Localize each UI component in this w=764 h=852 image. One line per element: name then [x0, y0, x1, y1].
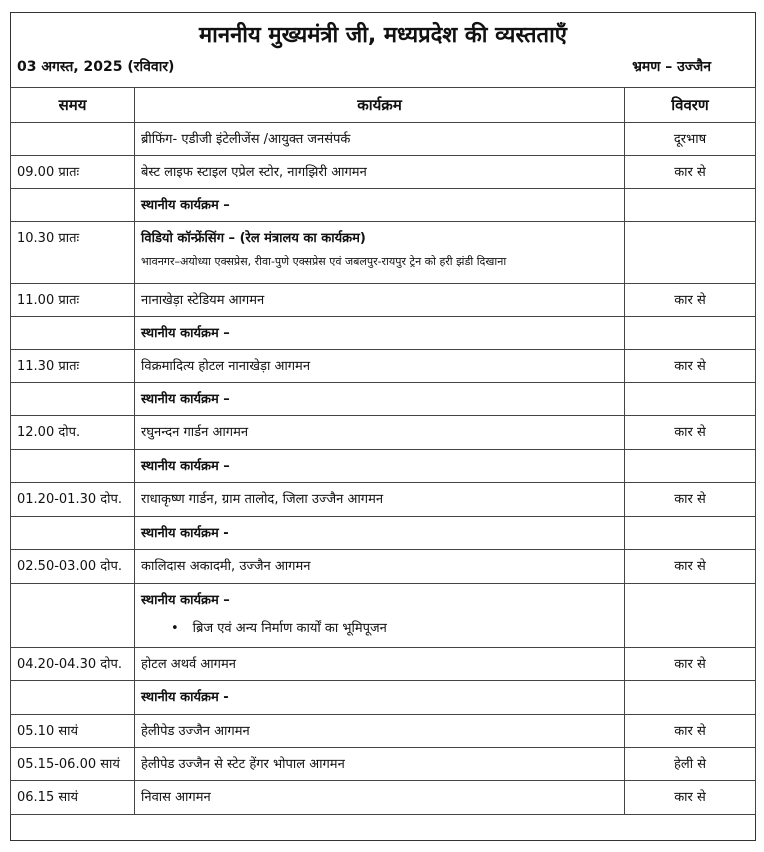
- row-program: कालिदास अकादमी, उज्जैन आगमन: [135, 550, 625, 584]
- row-time: 04.20-04.30 दोप.: [11, 648, 135, 681]
- table-row: [11, 584, 756, 648]
- row-program: स्थानीय कार्यक्रम –: [135, 189, 625, 222]
- row-time: [11, 584, 135, 648]
- header-program: कार्यक्रम: [135, 88, 625, 123]
- header-time: समय: [11, 88, 135, 123]
- row-time: [11, 317, 135, 350]
- table-row: [11, 350, 756, 383]
- table-row: [11, 715, 756, 748]
- row-time: 11.00 प्रातः: [11, 284, 135, 317]
- table-row: [11, 222, 756, 284]
- row-program: निवास आगमन: [135, 781, 625, 815]
- row-details: दूरभाष: [625, 123, 756, 156]
- tour-location: भ्रमण – उज्जैन: [632, 59, 711, 75]
- table-row: [11, 317, 756, 350]
- table-row: [11, 517, 756, 550]
- row-details: [625, 189, 756, 222]
- row-program-cell: [135, 222, 625, 284]
- row-program: राधाकृष्ण गार्डन, ग्राम तालोद, जिला उज्जैन आगमन: [135, 483, 625, 517]
- subheader: [11, 57, 755, 83]
- row-details: [625, 383, 756, 416]
- row-time: [11, 189, 135, 222]
- row-program: स्थानीय कार्यक्रम –: [135, 317, 625, 350]
- row-program: स्थानीय कार्यक्रम –: [135, 383, 625, 416]
- row-program: स्थानीय कार्यक्रम -: [135, 681, 625, 715]
- row-details: कार से: [625, 648, 756, 681]
- row-program: ब्रीफिंग- एडीजी इंटेलीजेंस /आयुक्त जनसंपर्क: [135, 123, 625, 156]
- row-details: कार से: [625, 350, 756, 383]
- row-program-note: भावनगर–अयोध्या एक्सप्रेस, रीवा-पुणे एक्सप्रेस एवं जबलपुर-रायपुर ट्रेन को हरी झंडी दिखाना: [141, 255, 507, 268]
- row-program-cell: [135, 584, 625, 648]
- row-details: कार से: [625, 781, 756, 815]
- row-time: 11.30 प्रातः: [11, 350, 135, 383]
- row-time: 01.20-01.30 दोप.: [11, 483, 135, 517]
- table-row: [11, 383, 756, 416]
- row-time: 10.30 प्रातः: [11, 222, 135, 284]
- schedule-table: [10, 87, 756, 815]
- row-time: 05.10 सायं: [11, 715, 135, 748]
- row-program: हेलीपेड उज्जैन आगमन: [135, 715, 625, 748]
- header-details: विवरण: [625, 88, 756, 123]
- schedule-document: [10, 12, 756, 841]
- table-row: [11, 483, 756, 517]
- row-time: [11, 383, 135, 416]
- table-row: [11, 648, 756, 681]
- row-program: विडियो कॉन्फ्रेंसिंग – (रेल मंत्रालय का कार्यक्रम): [141, 231, 366, 246]
- row-details: कार से: [625, 284, 756, 317]
- row-time: 06.15 सायं: [11, 781, 135, 815]
- row-program: स्थानीय कार्यक्रम –: [135, 450, 625, 483]
- row-details: [625, 222, 756, 284]
- table-row: [11, 450, 756, 483]
- row-time: 12.00 दोप.: [11, 416, 135, 450]
- schedule-date: 03 अगस्त, 2025 (रविवार): [17, 59, 175, 75]
- row-details: कार से: [625, 483, 756, 517]
- row-program: रघुनन्दन गार्डन आगमन: [135, 416, 625, 450]
- row-program: हेलीपेड उज्जैन से स्टेट हेंगर भोपाल आगमन: [135, 748, 625, 781]
- row-details: कार से: [625, 550, 756, 584]
- row-time: [11, 450, 135, 483]
- row-program-bullet: • ब्रिज एवं अन्य निर्माण कार्यों का भूमिपूजन: [141, 618, 618, 636]
- table-row: [11, 748, 756, 781]
- row-program: होटल अथर्व आगमन: [135, 648, 625, 681]
- table-row: [11, 781, 756, 815]
- row-program: नानाखेड़ा स्टेडियम आगमन: [135, 284, 625, 317]
- row-details: कार से: [625, 416, 756, 450]
- row-time: 05.15-06.00 सायं: [11, 748, 135, 781]
- row-details: [625, 681, 756, 715]
- row-program: स्थानीय कार्यक्रम –: [141, 593, 230, 608]
- row-details: [625, 584, 756, 648]
- row-time: [11, 517, 135, 550]
- row-program: स्थानीय कार्यक्रम -: [135, 517, 625, 550]
- table-row: [11, 550, 756, 584]
- row-details: [625, 317, 756, 350]
- row-program: विक्रमादित्य होटल नानाखेड़ा आगमन: [135, 350, 625, 383]
- table-row: [11, 681, 756, 715]
- row-time: 02.50-03.00 दोप.: [11, 550, 135, 584]
- row-details: कार से: [625, 715, 756, 748]
- table-row: [11, 416, 756, 450]
- table-row: [11, 284, 756, 317]
- row-details: हेली से: [625, 748, 756, 781]
- row-program: बेस्ट लाइफ स्टाइल एप्रेल स्टोर, नागझिरी आगमन: [135, 156, 625, 189]
- table-row: [11, 156, 756, 189]
- table-row: [11, 189, 756, 222]
- row-details: [625, 450, 756, 483]
- page-title: माननीय मुख्यमंत्री जी, मध्यप्रदेश की व्यस्तताएँ: [199, 23, 567, 48]
- row-details: [625, 517, 756, 550]
- row-time: [11, 123, 135, 156]
- row-time: [11, 681, 135, 715]
- row-details: कार से: [625, 156, 756, 189]
- table-row: [11, 123, 756, 156]
- row-time: 09.00 प्रातः: [11, 156, 135, 189]
